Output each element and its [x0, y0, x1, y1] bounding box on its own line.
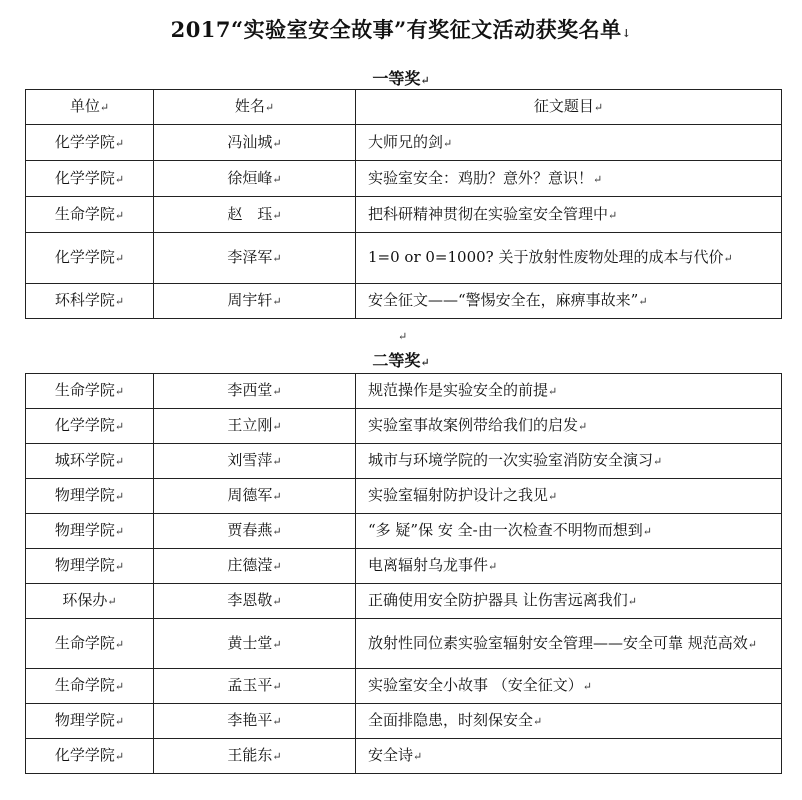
paragraph-mark: ↵: [114, 560, 125, 573]
cell-unit-text: 化学学院: [54, 132, 115, 151]
cell-essay-title: [356, 704, 782, 739]
cell-name-text: 黄士堂: [227, 633, 273, 652]
cell-name: [154, 549, 356, 584]
cell-essay-title-text: 实验室事故案例带给我们的启发: [368, 416, 579, 434]
cell-essay-title: [356, 284, 782, 319]
cell-name: [154, 704, 356, 739]
cell-essay-title: [356, 584, 782, 619]
cell-essay-title-text: 实验室安全：鸡肋？意外？意识！: [368, 168, 594, 187]
cell-unit: [26, 161, 154, 197]
paragraph-mark: ↵: [638, 295, 648, 308]
cell-unit-text: 物理学院: [54, 521, 115, 539]
paragraph-mark: ↓: [621, 27, 632, 40]
cell-name-text: 王立刚: [227, 416, 273, 434]
paragraph-mark: ↵: [582, 680, 592, 693]
table-row: [26, 669, 782, 704]
paragraph-mark: ↵: [272, 136, 282, 150]
cell-name-text: 贾春燕: [227, 521, 273, 539]
cell-unit: [26, 444, 154, 479]
cell-unit: [26, 374, 154, 409]
cell-unit: [26, 233, 154, 284]
cell-essay-title-text: 全面排隐患，时刻保安全: [368, 711, 534, 729]
cell-name-text: 李艳平: [227, 711, 273, 729]
table-row: [26, 584, 782, 619]
cell-name-text: 孟玉平: [227, 676, 273, 694]
cell-unit: [26, 619, 154, 669]
cell-unit-text: 生命学院: [54, 633, 115, 652]
paragraph-mark: ↵: [420, 74, 430, 87]
cell-name-text: 刘雪萍: [227, 451, 273, 469]
paragraph-mark: ↵: [608, 208, 618, 222]
paragraph-mark: ↵: [488, 560, 498, 573]
paragraph-mark: ↵: [548, 385, 558, 398]
paragraph-mark: ↵: [533, 715, 543, 728]
paragraph-mark: ↵: [272, 637, 282, 651]
paragraph-mark: ↵: [272, 455, 282, 468]
cell-name: [154, 284, 356, 319]
cell-name-text: 庄德滢: [227, 556, 273, 574]
cell-name-text: 冯汕城: [227, 132, 273, 151]
cell-unit-text: 环保办: [62, 591, 108, 609]
paragraph-mark: ↵: [272, 525, 282, 538]
cell-name-text: 李西堂: [227, 381, 273, 399]
header-name-text: 姓名: [234, 97, 265, 115]
cell-name: [154, 619, 356, 669]
header-unit: [26, 90, 154, 125]
cell-name-text: 李恩敬: [227, 591, 273, 609]
paragraph-mark: ↵: [114, 637, 125, 651]
cell-name-text: 王能东: [227, 746, 273, 764]
paragraph-mark: ↵: [272, 208, 282, 222]
cell-name: [154, 444, 356, 479]
cell-unit-text: 化学学院: [54, 416, 115, 434]
cell-essay-title: [356, 669, 782, 704]
first-prize-table: [25, 89, 782, 319]
paragraph-mark: ↵: [627, 595, 637, 608]
paragraph-mark: ↵: [114, 750, 125, 763]
cell-essay-title: [356, 233, 782, 284]
cell-name: [154, 739, 356, 774]
paragraph-mark: ↵: [653, 455, 663, 468]
cell-essay-title-text: 正确使用安全防护器具 让伤害远离我们: [368, 591, 628, 609]
paragraph-mark: ↵: [272, 490, 282, 503]
cell-name: [154, 669, 356, 704]
cell-name: [154, 409, 356, 444]
cell-unit: [26, 549, 154, 584]
paragraph-mark: ↵: [114, 455, 125, 468]
paragraph-mark: ↵: [413, 750, 423, 763]
cell-unit: [26, 479, 154, 514]
table-row: [26, 619, 782, 669]
table-row: [26, 233, 782, 284]
paragraph-mark: ↵: [443, 136, 453, 150]
paragraph-mark: ↵: [272, 680, 282, 693]
cell-essay-title: [356, 479, 782, 514]
paragraph-mark: ↵: [264, 101, 275, 114]
cell-essay-title-text: 城市与环境学院的一次实验室消防安全演习: [368, 451, 654, 469]
cell-unit: [26, 704, 154, 739]
cell-essay-title-text: 1=0 or 0=1000? 关于放射性废物处理的成本与代价: [368, 248, 724, 266]
cell-unit-text: 物理学院: [54, 556, 115, 574]
table-row: [26, 197, 782, 233]
cell-essay-title: [356, 549, 782, 584]
paragraph-mark: ↵: [548, 490, 558, 503]
cell-unit: [26, 584, 154, 619]
cell-essay-title-text: 放射性同位素实验室辐射安全管理——安全可靠 规范高效: [368, 633, 748, 652]
cell-unit-text: 生命学院: [54, 204, 115, 223]
cell-name: [154, 479, 356, 514]
cell-essay-title: [356, 197, 782, 233]
cell-name: [154, 233, 356, 284]
paragraph-mark: ↵: [114, 525, 125, 538]
cell-unit: [26, 669, 154, 704]
paragraph-mark: ↵: [398, 330, 408, 343]
cell-unit: [26, 125, 154, 161]
cell-essay-title: [356, 161, 782, 197]
paragraph-mark: ↵: [114, 136, 125, 150]
cell-essay-title-text: 把科研精神贯彻在实验室安全管理中: [368, 204, 609, 223]
paragraph-mark: ↵: [593, 172, 603, 186]
table-row: [26, 125, 782, 161]
header-title-text: 征文题目: [533, 97, 594, 115]
paragraph-mark: ↵: [723, 252, 733, 265]
second-prize-heading: 二等奖↵: [372, 351, 430, 370]
table-row: [26, 739, 782, 774]
cell-name: [154, 161, 356, 197]
table-row: [26, 409, 782, 444]
paragraph-mark: ↵: [107, 595, 117, 608]
cell-essay-title-text: 规范操作是实验安全的前提: [368, 381, 549, 399]
cell-unit-text: 化学学院: [54, 248, 115, 266]
paragraph-mark: ↵: [272, 295, 282, 308]
cell-unit: [26, 739, 154, 774]
cell-name-text: 李泽军: [227, 248, 273, 266]
cell-essay-title-text: 实验室安全小故事 （安全征文）: [368, 676, 583, 694]
paragraph-mark: ↵: [593, 101, 604, 114]
paragraph-mark: ↵: [272, 715, 282, 728]
cell-essay-title: [356, 374, 782, 409]
paragraph-mark: ↵: [272, 172, 282, 186]
cell-unit-text: 生命学院: [54, 676, 115, 694]
cell-essay-title: [356, 514, 782, 549]
cell-name: [154, 584, 356, 619]
paragraph-mark: ↵: [272, 420, 282, 433]
cell-name: [154, 197, 356, 233]
cell-essay-title: [356, 619, 782, 669]
cell-essay-title-text: 大师兄的剑: [368, 132, 444, 151]
cell-essay-title: [356, 739, 782, 774]
cell-unit-text: 化学学院: [54, 746, 115, 764]
cell-essay-title-text: 实验室辐射防护设计之我见: [368, 486, 549, 504]
cell-unit-text: 物理学院: [54, 486, 115, 504]
table-row: [26, 549, 782, 584]
paragraph-mark: ↵: [114, 715, 125, 728]
cell-essay-title: [356, 125, 782, 161]
cell-name: [154, 514, 356, 549]
paragraph-mark: ↵: [642, 525, 652, 538]
header-name: [154, 90, 356, 125]
cell-name: [154, 125, 356, 161]
paragraph-mark: ↵: [114, 420, 125, 433]
page-title: 2017“实验室安全故事”有奖征文活动获奖名单↓: [170, 17, 632, 42]
paragraph-mark: ↵: [272, 560, 282, 573]
cell-name-text: 赵 珏: [227, 204, 273, 223]
cell-essay-title-text: 电离辐射乌龙事件: [368, 556, 489, 574]
paragraph-mark: ↵: [272, 750, 282, 763]
cell-unit-text: 城环学院: [54, 451, 115, 469]
cell-unit: [26, 409, 154, 444]
paragraph-mark: ↵: [99, 101, 110, 114]
cell-unit-text: 化学学院: [54, 168, 115, 187]
paragraph-mark: ↵: [272, 252, 282, 265]
cell-name-text: 徐烜峰: [227, 168, 273, 187]
paragraph-mark: ↵: [272, 595, 282, 608]
table-row: [26, 444, 782, 479]
table-row: [26, 514, 782, 549]
cell-unit: [26, 197, 154, 233]
paragraph-mark: ↵: [114, 490, 125, 503]
cell-essay-title-text: “多 疑”保 安 全-由一次检查不明物而想到: [368, 521, 643, 539]
paragraph-mark: ↵: [114, 295, 125, 308]
table-row: [26, 479, 782, 514]
table-row: [26, 374, 782, 409]
cell-essay-title-text: 安全诗: [368, 746, 414, 764]
cell-name-text: 周德军: [227, 486, 273, 504]
paragraph-mark: ↵: [578, 420, 588, 433]
paragraph-mark: ↵: [114, 385, 125, 398]
paragraph-mark: ↵: [114, 208, 125, 222]
cell-unit-text: 物理学院: [54, 711, 115, 729]
header-title: [356, 90, 782, 125]
table-row: [26, 161, 782, 197]
paragraph-mark: ↵: [420, 356, 430, 369]
paragraph-mark: ↵: [114, 172, 125, 186]
cell-name: [154, 374, 356, 409]
table-row: [26, 704, 782, 739]
cell-essay-title: [356, 444, 782, 479]
paragraph-mark: ↵: [114, 680, 125, 693]
first-prize-heading: 一等奖↵: [372, 69, 430, 88]
second-prize-table: [25, 373, 782, 774]
paragraph-mark: ↵: [114, 252, 125, 265]
table-header-row: [26, 90, 782, 125]
cell-unit: [26, 284, 154, 319]
table-row: [26, 284, 782, 319]
paragraph-mark: ↵: [272, 385, 282, 398]
cell-essay-title-text: 安全征文——“警惕安全在，麻痹事故来”: [368, 291, 639, 309]
cell-unit-text: 环科学院: [54, 291, 115, 309]
cell-unit-text: 生命学院: [54, 381, 115, 399]
header-unit-text: 单位: [69, 97, 100, 115]
cell-name-text: 周宇轩: [227, 291, 273, 309]
cell-essay-title: [356, 409, 782, 444]
paragraph-mark: ↵: [747, 637, 757, 651]
cell-unit: [26, 514, 154, 549]
